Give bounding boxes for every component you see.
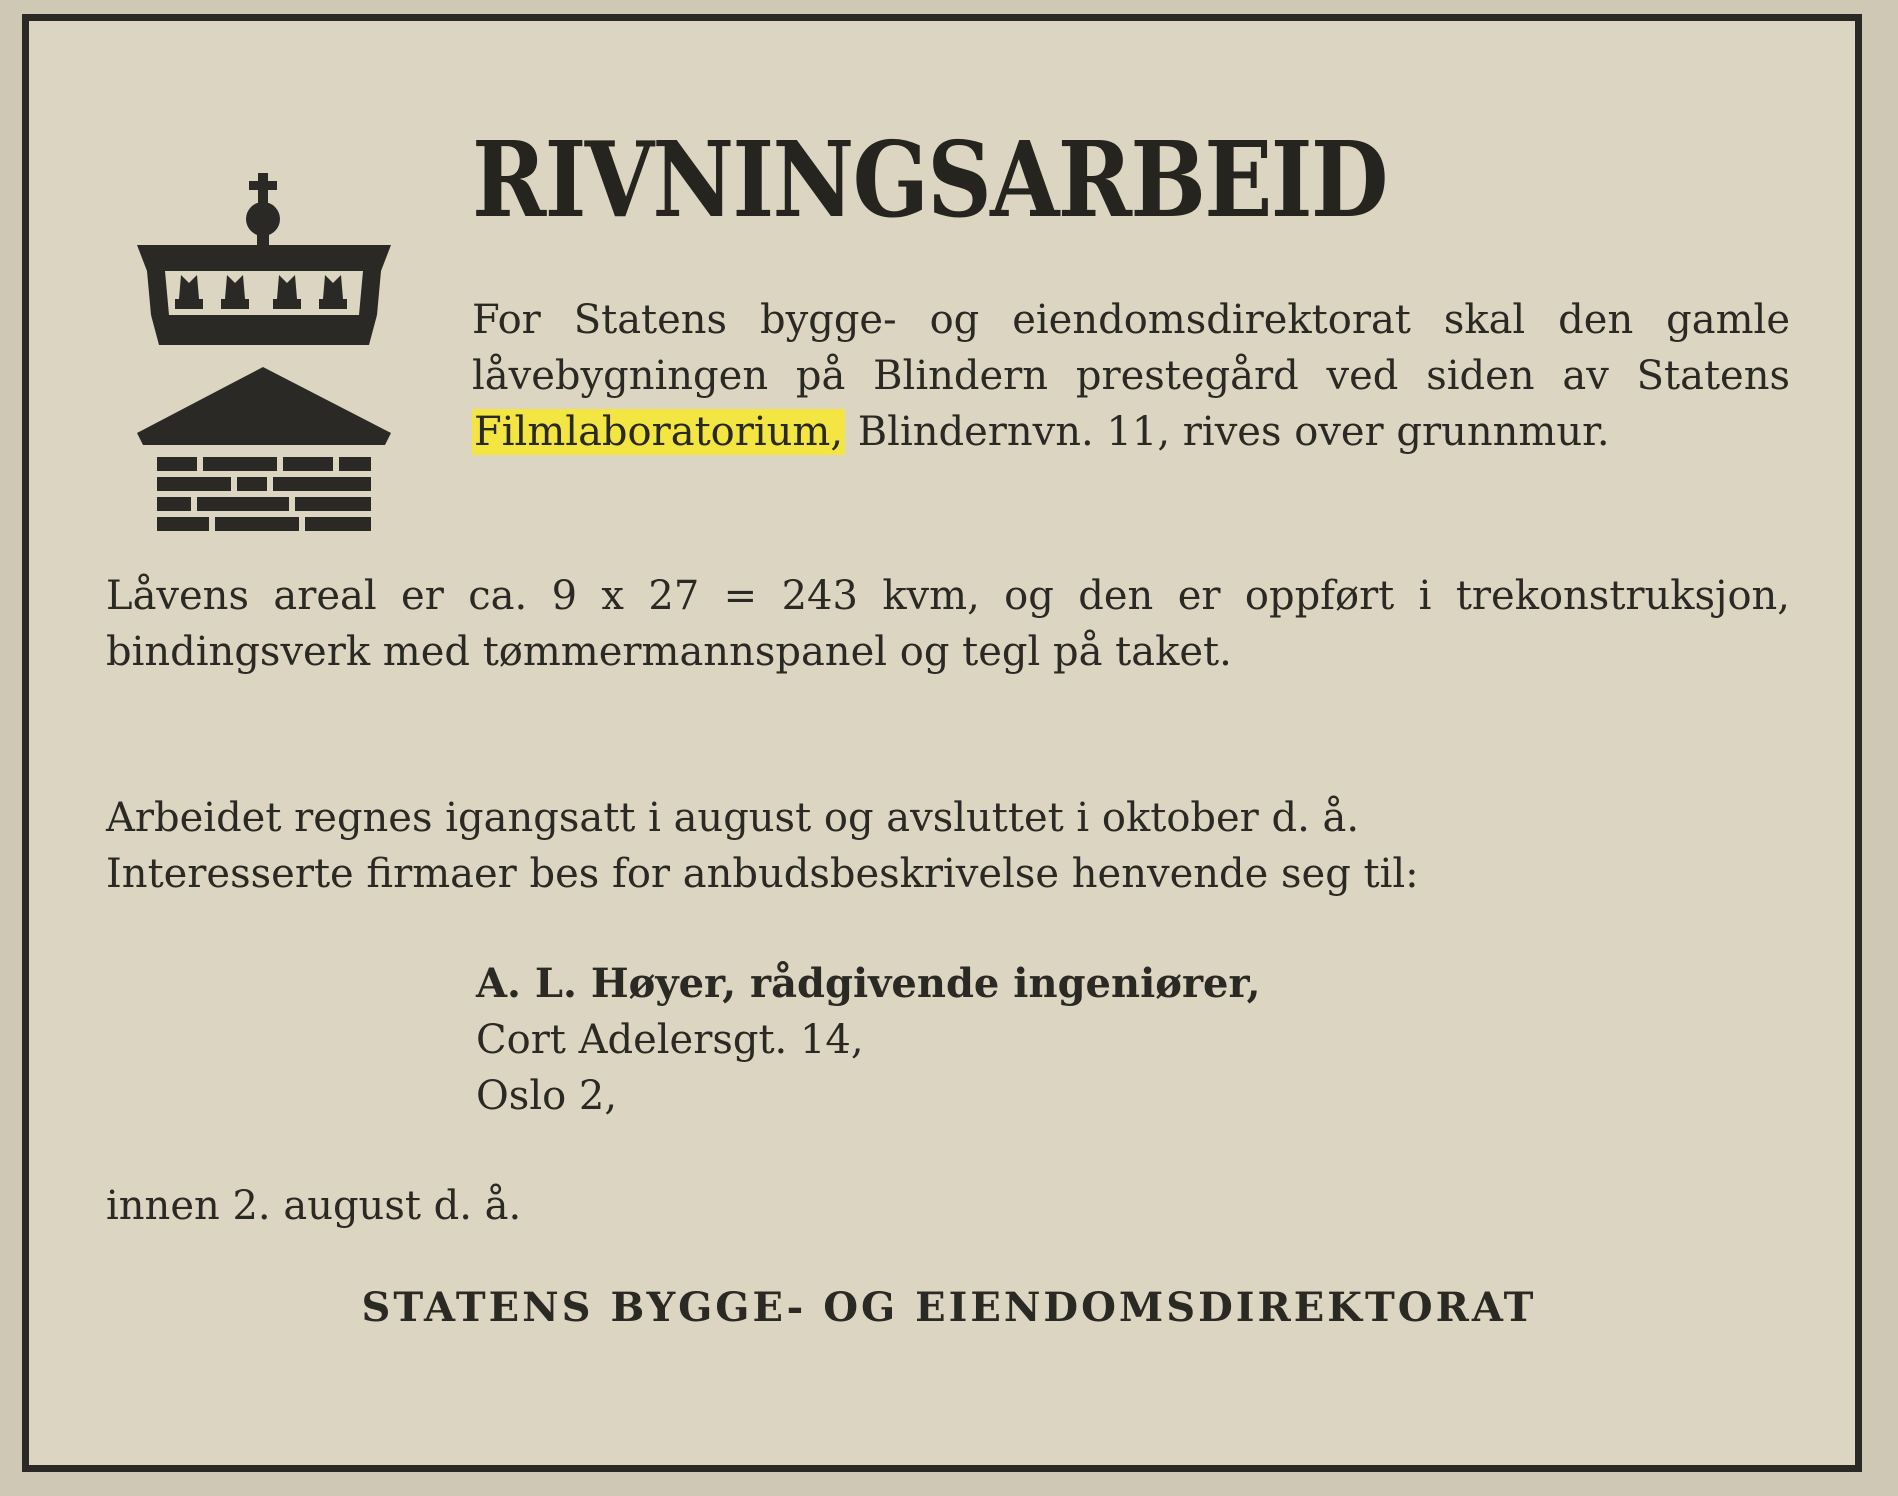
deadline-text: innen 2. august d. å.: [106, 1183, 522, 1229]
crown-over-building-icon: [129, 171, 399, 541]
schedule-line-1: Arbeidet regnes igangsatt i august og avsluttet i oktober d. å.: [106, 795, 1360, 841]
schedule-paragraph: [106, 790, 1790, 902]
schedule-line-2: Interesserte firmaer bes for anbudsbeskrivelse henvende seg til:: [106, 851, 1419, 897]
advertisement-title: RIVNINGSARBEID: [472, 118, 1387, 241]
highlighted-text: Filmlaboratorium,: [474, 409, 844, 455]
firm-name: A. L. Høyer, rådgivende ingeniører,: [476, 960, 1261, 1007]
intro-paragraph: [472, 292, 1790, 460]
street-address: Cort Adelersgt. 14,: [476, 1017, 864, 1063]
area-paragraph: Låvens areal er ca. 9 x 27 = 243 kvm, og den er oppført i trekonstruksjon, bindingsverk med tømmermannspanel og tegl på taket.: [106, 573, 1790, 675]
contact-address: [476, 956, 1261, 1124]
signature: STATENS BYGGE- OG EIENDOMSDIREKTORAT: [361, 1284, 1537, 1331]
intro-text-before: For Statens bygge- og eiendomsdirektorat skal den gamle låvebygningen på Blindern prestegård ved siden av Statens: [472, 297, 1790, 399]
intro-text-after: Blindernvn. 11, rives over grunnmur.: [845, 409, 1610, 455]
city-address: Oslo 2,: [476, 1073, 618, 1119]
